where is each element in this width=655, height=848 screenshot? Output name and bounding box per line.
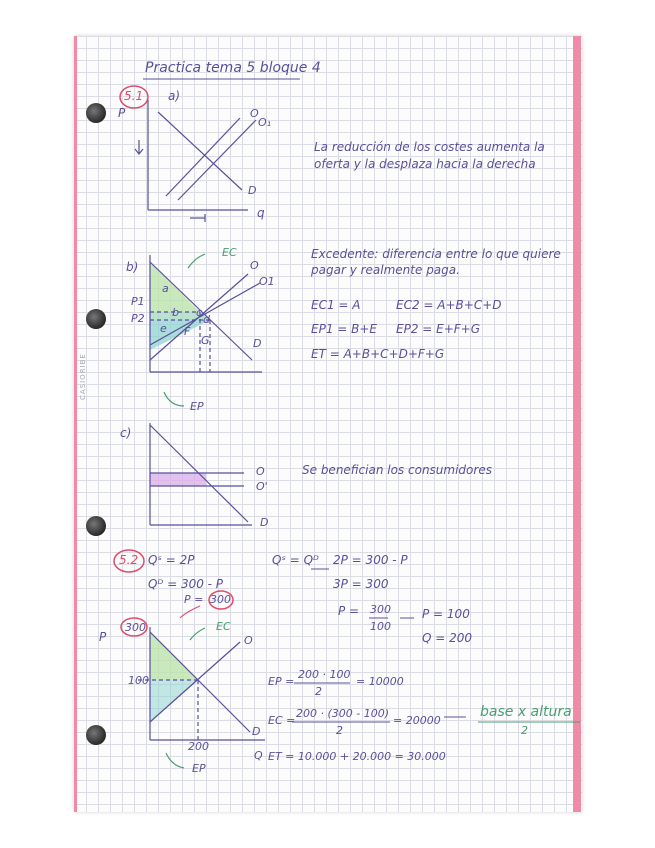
graph-5-2-100-label: 100 [128,674,149,687]
graph-b-area-b-label: b [172,306,179,319]
graph-5-2-o-label: O [244,634,253,647]
graph-5-2-ec-label: EC [216,620,231,633]
graph-c-d-label: D [260,516,269,529]
graph-a-o-label: O [250,107,259,120]
note-a-line2: oferta y la desplaza hacia la derecha [314,157,536,171]
formula-numerator: base x altura [480,704,572,720]
note-a-line1: La reducción de los costes aumenta la [314,140,545,154]
graph-c-o1-label: O' [256,480,268,493]
graph-b-area-g-label: G [201,334,210,347]
eq-qs: Qˢ = 2P [148,553,195,567]
formula-ec2: EC2 = A+B+C+D [396,298,502,312]
ep-calc-lhs: EP = [268,675,295,688]
graph-b-o-label: O [250,259,259,272]
formula-denominator: 2 [521,724,528,737]
graph-5-2-p-axis-label: P [99,630,107,644]
note-c: Se benefician los consumidores [302,463,492,477]
ec-calc-denominator: 2 [336,724,343,737]
result-quantity: Q = 200 [422,631,473,645]
graph-b-area-d-label: d [203,313,210,326]
formula-ep2: EP2 = E+F+G [396,322,481,336]
eq-p-numerator: 300 [370,603,391,616]
formula-et: ET = A+B+C+D+F+G [311,347,445,361]
graph-b-area-a-label: a [162,282,169,295]
graph-a-d-label: D [248,184,257,197]
eq-p-lhs: P = [338,604,360,618]
graph-b-d-label: D [253,337,262,350]
ep-calc-denominator: 2 [315,685,322,698]
eq-p-denominator: 100 [370,620,391,633]
graph-5-2-300-label: 300 [125,621,146,634]
graph-b-o1-label: O1 [259,275,275,288]
ep-calc-result: = 10000 [356,675,404,688]
graph-c [150,423,252,525]
p-intercept-arrow [180,606,200,618]
graph-c-shaded-area [150,473,206,486]
formula-ec1: EC1 = A [311,298,361,312]
graph-b-area-e-label: e [160,322,167,335]
page-title: Practica tema 5 bloque 4 [145,60,321,76]
graph-5-2-d-label: D [252,725,261,738]
brand-watermark: CASIORIBE [79,353,87,400]
eq-equilibrium: Qˢ = Qᴰ [272,553,319,567]
graph-b-ep-arrow [164,392,184,406]
ec-calc-lhs: EC = [268,714,296,727]
graph-5-2-ec-arrow [190,628,205,640]
p-intercept-value: 300 [210,593,231,606]
graph-b-area-f-label: F [184,325,191,338]
graph-b-ec-arrow [188,254,205,268]
definition-line2: pagar y realmente paga. [311,263,460,277]
graph-a-p-label: P [118,106,126,120]
et-calc: ET = 10.000 + 20.000 = 30.000 [268,750,446,763]
graph-b-ec-label: EC [222,246,237,259]
formula-ep1: EP1 = B+E [311,322,378,336]
graph-5-2-200-label: 200 [188,740,209,753]
part-a-label: a) [168,89,181,103]
graph-5-2-ep-arrow [166,753,184,768]
graph-a-supply-o1 [178,120,256,200]
graph-a-q-label: q [257,206,265,220]
graph-b-p1-label: P1 [131,295,145,308]
graph-5-2-q-axis-label: Q [254,749,263,762]
eq-substituted: 2P = 300 - P [333,553,408,567]
part-c-label: c) [120,426,132,440]
graph-5-2-ep-label: EP [192,762,206,775]
result-price: P = 100 [422,607,470,621]
eq-simplified: 3P = 300 [333,577,389,591]
graph-b-area-c-label: c [196,306,203,319]
eq-qd: Qᴰ = 300 - P [148,577,224,591]
ec-calc-numerator: 200 · (300 - 100) [296,707,390,720]
ep-calc-numerator: 200 · 100 [298,668,351,681]
p-intercept-prefix: P = [184,593,204,606]
graph-c-o-label: O [256,465,265,478]
graph-a [135,100,256,222]
ec-calc-result: = 20000 [393,714,441,727]
graph-b-ep-label: EP [190,400,204,413]
part-b-label: b) [126,260,139,274]
definition-line1: Excedente: diferencia entre lo que quiere [311,247,561,261]
exercise-5-2-number: 5.2 [119,553,139,567]
exercise-5-1-number: 5.1 [124,89,144,103]
graph-a-o1-label: O₁ [258,116,272,129]
graph-b-p2-label: P2 [131,312,145,325]
graph-a-demand [158,112,242,190]
